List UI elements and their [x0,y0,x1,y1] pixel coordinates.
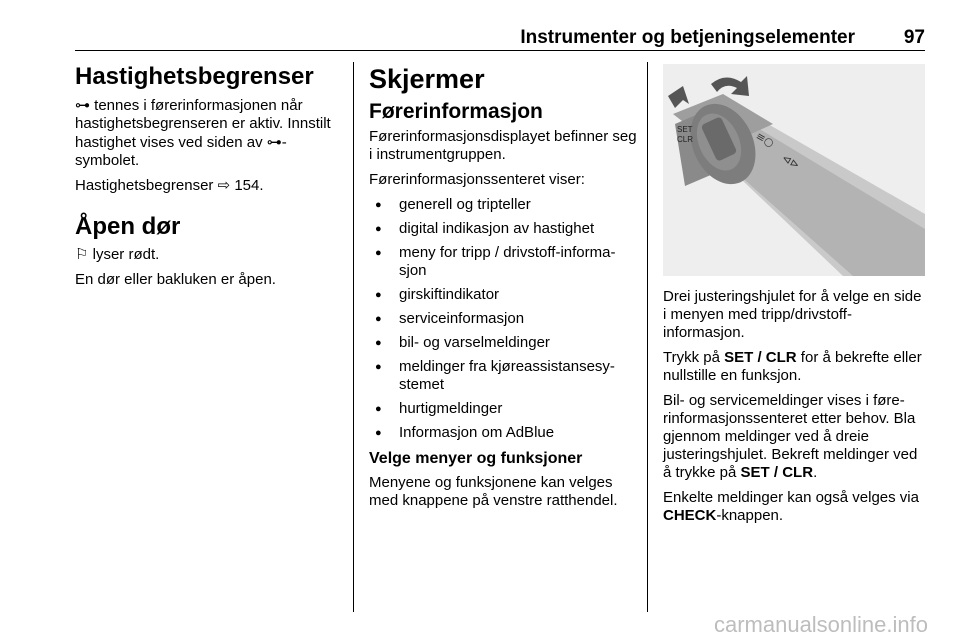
header-rule [75,50,925,51]
list-item: ● hurtigmeldinger [369,400,641,418]
figure-label-clr: CLR [677,135,694,144]
list-item: ● meldinger fra kjøreassistansesy-stemet [369,358,641,394]
check-paragraph: Enkelte meldinger kan også velges via CHECK-knappen. [663,489,919,524]
stalk-drawing [663,64,925,276]
list-item: ● digital indikasjon av hastighet [369,220,641,238]
list-item: ● generell og tripteller [369,196,641,214]
driver-info-paragraph: Førerinformasjonsdisplayet befinner seg i instrumentgruppen. [369,128,637,163]
section-title-select-menus: Velge menyer og funksjoner [369,450,583,467]
watermark: carmanualsonline.info [713,612,928,637]
header-title: Instrumenter og betjeningselementer [520,27,855,48]
svg-text:⊲⊳: ⊲⊳ [779,151,802,172]
speed-limiter-reference: Hastighetsbegrenser ⇨ 154. [75,177,264,194]
section-title-speed-limiter: Hastighetsbegrenser [75,63,314,90]
driver-info-list [369,196,641,442]
messages-paragraph: Bil- og servicemeldinger vises i føre-rinformasjonssenteret etter behov. Bla gjennom meldinger ved å dreie justeringshjulet. Bekreft meldinger ved å trykke på SET / CLR. [663,392,918,481]
speed-limiter-icon: ⊶ [75,96,90,114]
stalk-illustration [663,64,925,276]
open-door-description: En dør eller bakluken er åpen. [75,271,276,288]
chapter-title: Skjermer [369,64,485,94]
door-icon: ⚐ [75,246,89,263]
select-menus-paragraph: Menyene og funksjonene kan velges med knappene på venstre ratthendel. [369,474,618,509]
column-divider-2 [647,62,648,612]
section-title-open-door: Åpen dør [75,213,181,240]
driver-info-intro: Førerinformasjonssenteret viser: [369,171,585,188]
thumbwheel-paragraph: Drei justeringshjulet for å velge en side i menyen med tripp/drivstoff-informasjon. [663,288,922,341]
list-item: ● serviceinformasjon [369,310,641,328]
column-right [663,288,925,532]
list-item: ● girskiftindikator [369,286,641,304]
speed-limiter-paragraph: ⊶ tennes i førerinformasjonen når hastighetsbegrenseren er aktiv. Innstilt hastighet vises ved siden av ⊶-symbolet. [75,96,331,169]
page-number: 97 [903,27,925,48]
svg-text:≡○: ≡○ [753,129,777,151]
set-clr-paragraph: Trykk på SET / CLR for å bekrefte eller nullstille en funksjon. [663,349,922,384]
column-left [75,64,345,296]
open-door-paragraph: ⚐ lyser rødt. [75,246,160,263]
speed-limiter-icon: ⊶ [266,133,282,151]
list-item: ● bil- og varselmeldinger [369,334,641,352]
list-item: ● meny for tripp / drivstoff-informa-sjon [369,244,641,280]
column-divider-1 [353,62,354,612]
column-middle [369,64,641,517]
figure-label-set: SET [677,125,693,134]
section-title-driver-info: Førerinformasjon [369,100,543,123]
list-item: ● Informasjon om AdBlue [369,424,641,442]
arrow-right-icon: ⇨ [217,177,231,194]
